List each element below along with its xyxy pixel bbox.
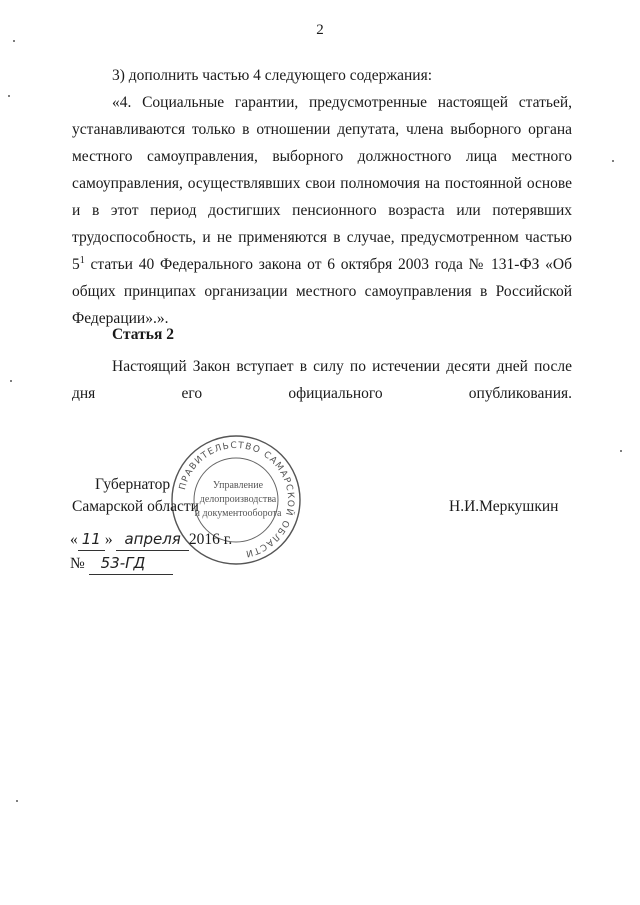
scan-speck — [10, 380, 12, 382]
date-close-quote: » — [104, 531, 113, 548]
number-value: 53-ГД — [89, 552, 173, 575]
scan-speck — [8, 95, 10, 97]
stamp-line-2: делопроизводства — [199, 494, 277, 505]
page-number: 2 — [316, 22, 324, 38]
date-year: 2016 г. — [188, 531, 233, 548]
date-day: 11 — [78, 528, 105, 551]
date-open-quote: « — [70, 531, 78, 548]
part-4-text-after: статьи 40 Федерального закона от 6 октября 2003 года № 131-ФЗ «Об общих принципах организации местного самоуправления в Российской Федерации».». — [72, 256, 573, 327]
stamp-line-3: и документооборота — [194, 508, 282, 519]
part-4-text — [72, 89, 572, 332]
stamp-ring-text: ПРАВИТЕЛЬСТВО САМАРСКОЙ ОБЛАСТИ — [178, 440, 296, 559]
stamp-line-1: Управление — [212, 480, 264, 491]
scan-speck — [612, 160, 614, 162]
signature-date — [70, 528, 232, 551]
article-2-text: Настоящий Закон вступает в силу по истечении десяти дней после дня его официального опубликования. — [72, 358, 572, 402]
signature-number — [70, 552, 173, 575]
signature-name: Н.И.Меркушкин — [449, 498, 559, 515]
scan-speck — [13, 40, 15, 42]
number-label: № — [70, 555, 85, 572]
part-4-text-before: «4. Социальные гарантии, предусмотренные настоящей статьей, устанавливаются только в отношении депутата, члена выборного органа местного самоуправления, выборного должностного лица местного самоуправления, осуществлявших свои полномочия на постоянной основе и в этот период достигших пенсионного возраста или потерявших трудоспособность, и не применяются в случае, предусмотренном частью 5 — [72, 94, 572, 273]
signature-position-line-2: Самарской области — [72, 498, 199, 515]
scan-speck — [620, 450, 622, 452]
scan-speck — [16, 800, 18, 802]
item-3-text: 3) дополнить частью 4 следующего содержания: — [112, 67, 433, 84]
signature-position-line-1: Губернатор — [95, 476, 171, 493]
date-month: апреля — [116, 528, 188, 551]
article-2-heading: Статья 2 — [112, 326, 174, 343]
part-4-superscript: 1 — [79, 254, 85, 266]
